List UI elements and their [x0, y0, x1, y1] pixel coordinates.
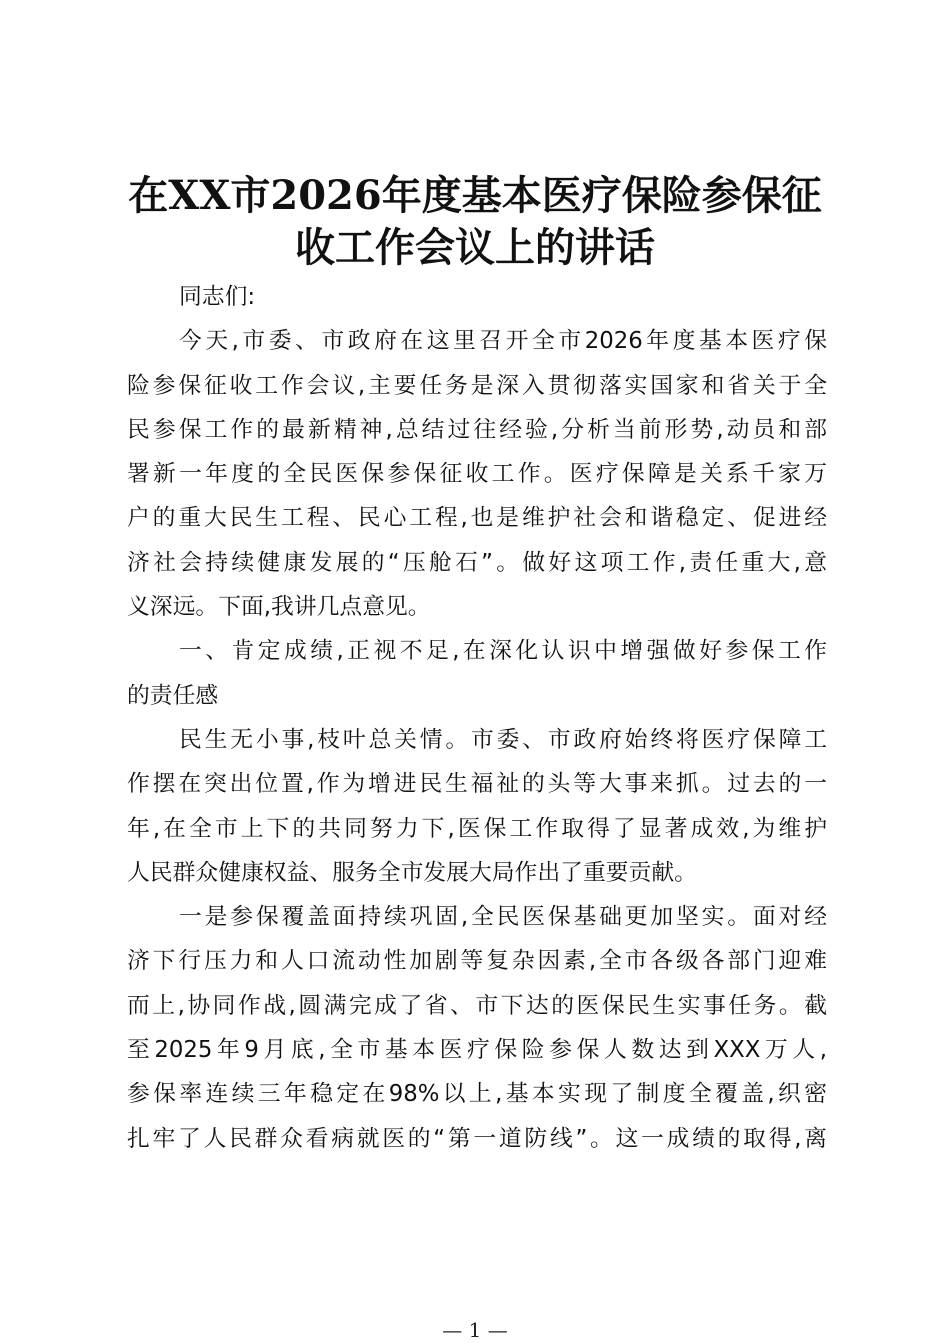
- paragraph-2-line: 人民群众健康权益、服务全市发展大局作出了重要贡献。: [127, 859, 697, 886]
- page-number: — 1 —: [442, 1318, 508, 1342]
- paragraph-1-line: 险参保征收工作会议,主要任务是深入贯彻落实国家和省关于全: [127, 372, 827, 399]
- document-title-line-1: 在XX市2026年度基本医疗保险参保征: [128, 172, 822, 219]
- paragraph-3-line: 扎牢了人民群众看病就医的“第一道防线”。这一成绩的取得,离: [127, 1125, 827, 1152]
- paragraph-1-line: 今天,市委、市政府在这里召开全市2026年度基本医疗保: [179, 328, 827, 355]
- paragraph-3-line: 一是参保覆盖面持续巩固,全民医保基础更加坚实。面对经: [179, 904, 827, 931]
- paragraph-1-line: 署新一年度的全民医保参保征收工作。医疗保障是关系千家万: [127, 461, 827, 488]
- paragraph-1-line: 民参保工作的最新精神,总结过往经验,分析当前形势,动员和部: [127, 416, 827, 443]
- paragraph-1-line: 户的重大民生工程、民心工程,也是维护社会和谐稳定、促进经: [127, 505, 827, 532]
- paragraph-3-line: 至2025年9月底,全市基本医疗保险参保人数达到XXX万人,: [127, 1037, 827, 1064]
- speech-body: [127, 275, 827, 1161]
- paragraph-3-line: 参保率连续三年稳定在98%以上,基本实现了制度全覆盖,织密: [127, 1081, 827, 1108]
- paragraph-3-line: 而上,协同作战,圆满完成了省、市下达的医保民生实事任务。截: [127, 992, 827, 1019]
- paragraph-1-line: 济社会持续健康发展的“压舱石”。做好这项工作,责任重大,意: [127, 549, 827, 576]
- salutation: 同志们:: [179, 284, 256, 310]
- paragraph-3-line: 济下行压力和人口流动性加剧等复杂因素,全市各级各部门迎难: [127, 948, 827, 975]
- paragraph-1-line: 义深远。下面,我讲几点意见。: [127, 594, 431, 621]
- paragraph-2-line: 年,在全市上下的共同努力下,医保工作取得了显著成效,为维护: [127, 815, 827, 842]
- section-heading-line: 的责任感: [127, 682, 219, 709]
- document-title-line-2: 收工作会议上的讲话: [295, 224, 655, 271]
- section-heading-line: 一、肯定成绩,正视不足,在深化认识中增强做好参保工作: [179, 638, 827, 665]
- paragraph-2-line: 民生无小事,枝叶总关情。市委、市政府始终将医疗保障工: [179, 726, 827, 753]
- paragraph-2-line: 作摆在突出位置,作为增进民生福祉的头等大事来抓。过去的一: [127, 771, 827, 798]
